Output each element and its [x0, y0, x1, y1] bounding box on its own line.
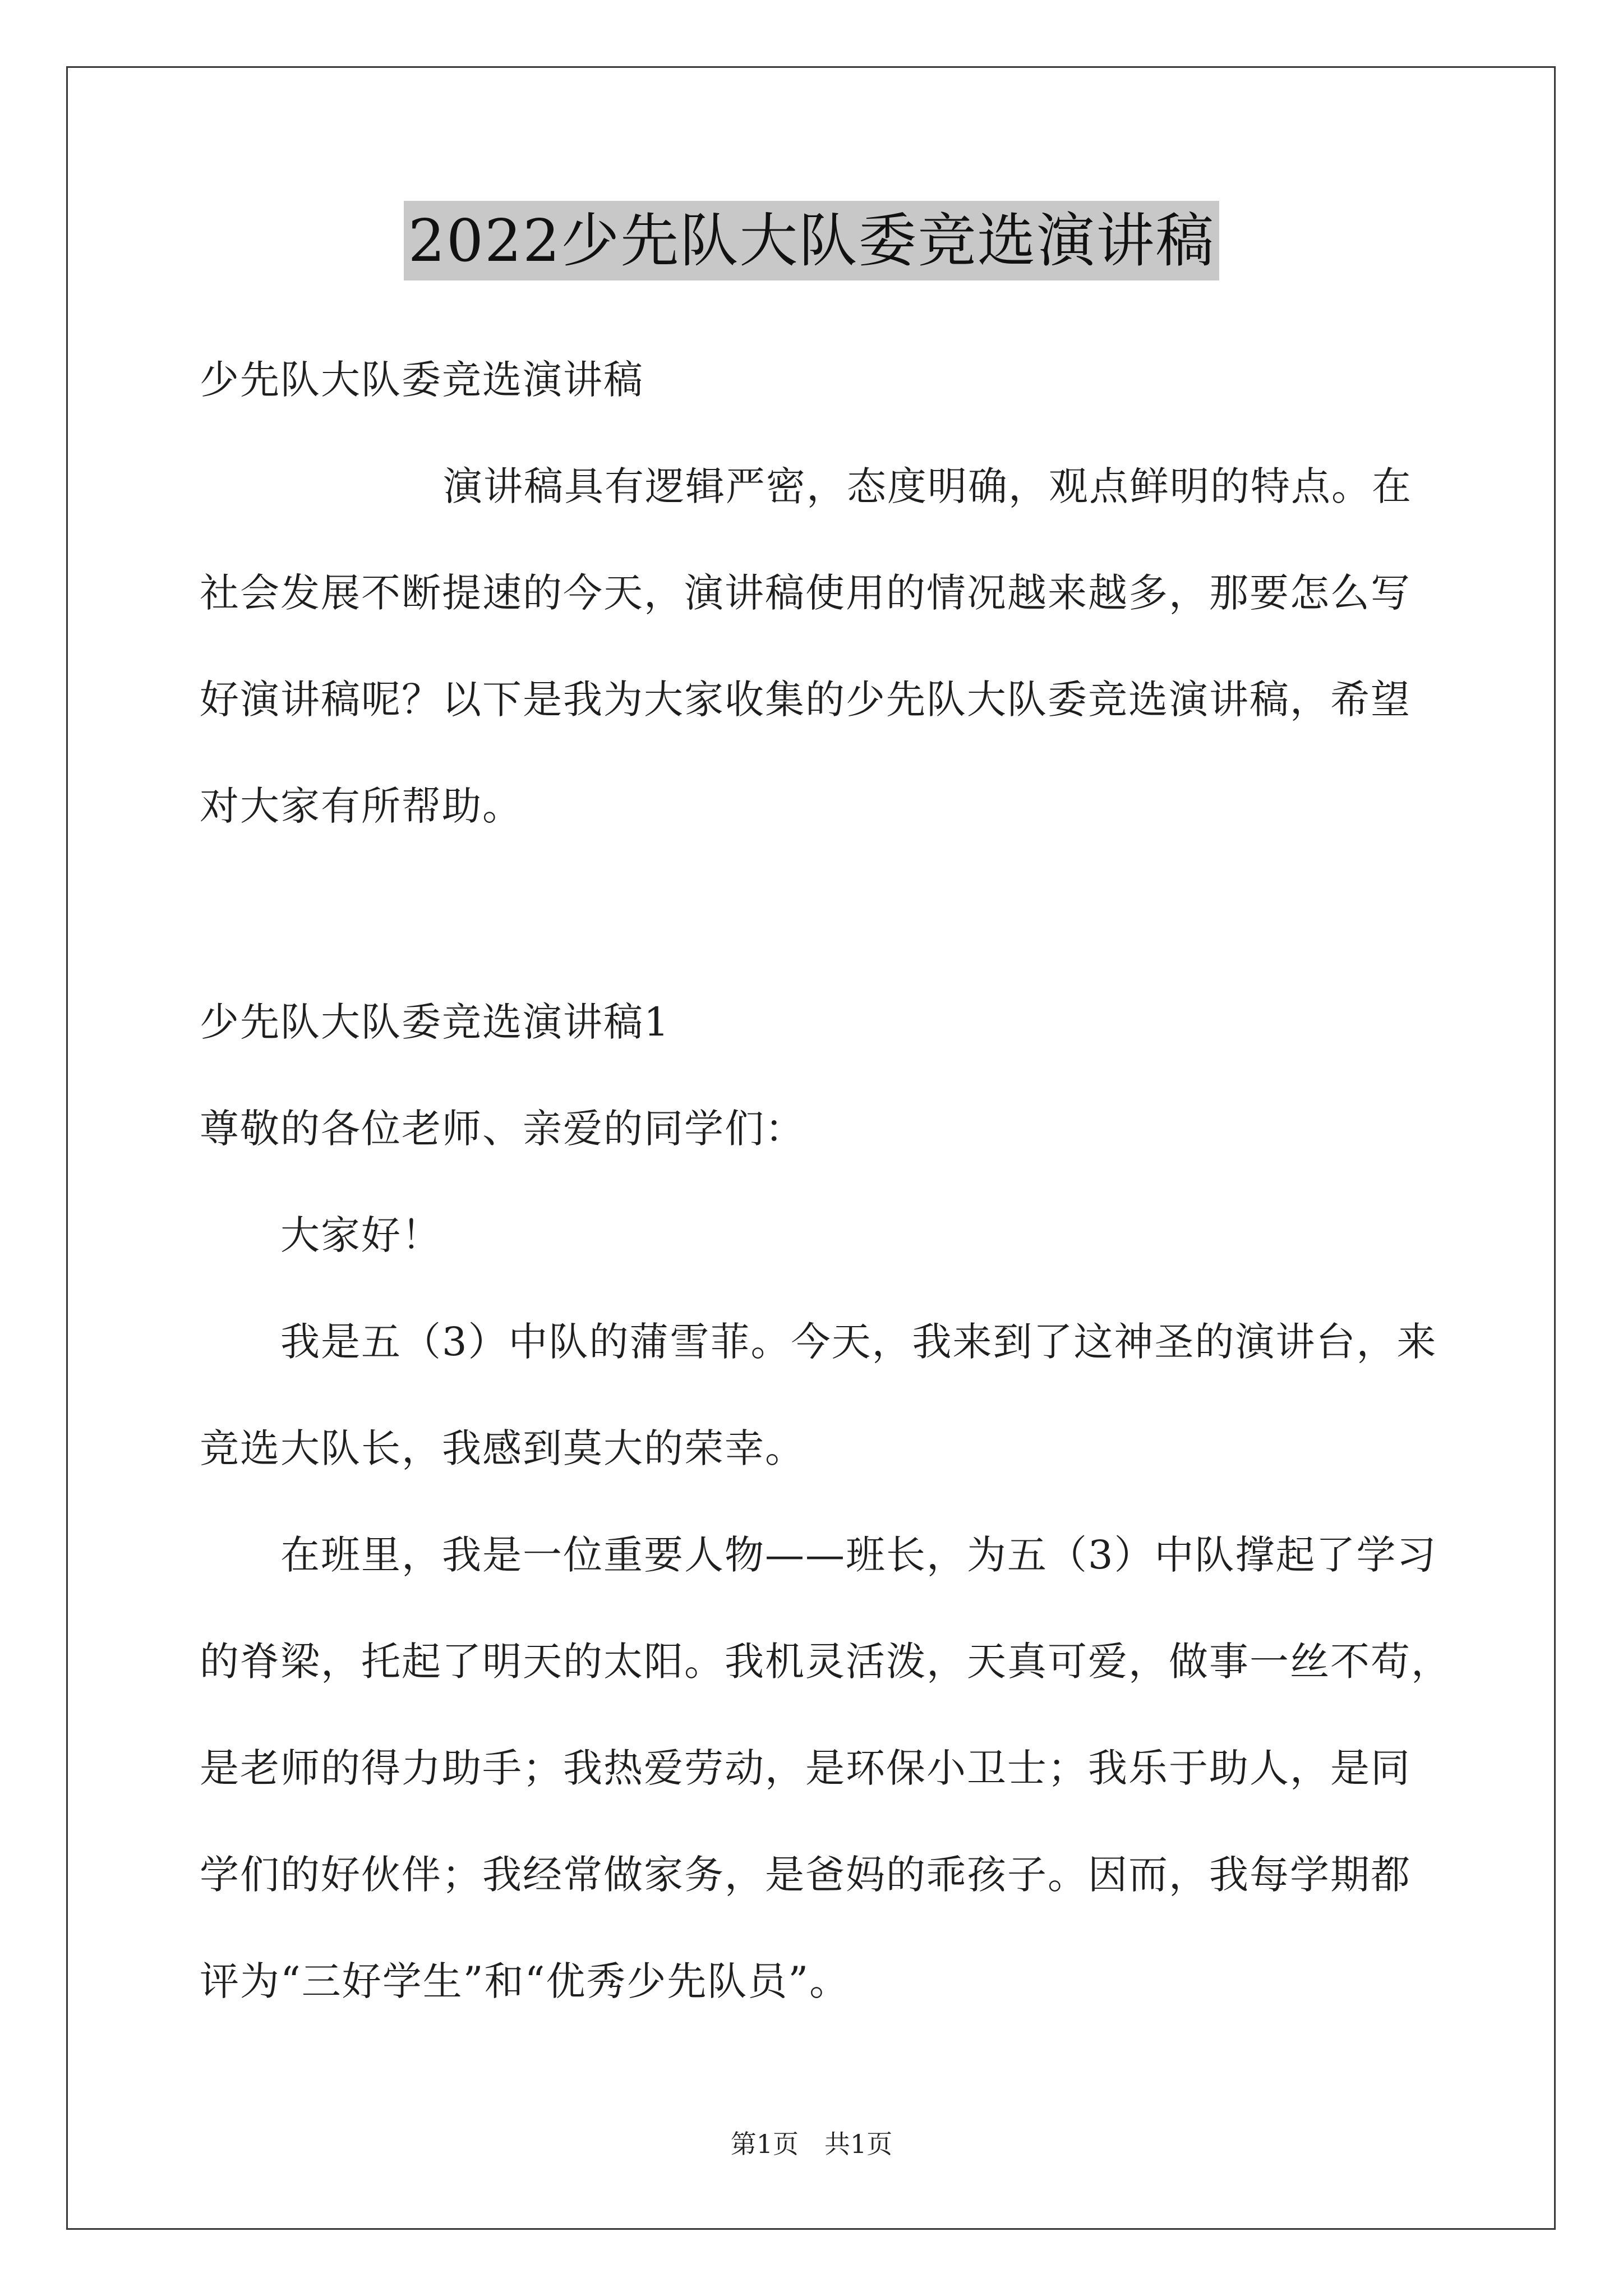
paragraph1-line-2: 竞选大队长，我感到莫大的荣幸。	[200, 1425, 805, 1471]
paragraph1-line-1: 我是五（3）中队的蒲雪菲。今天，我来到了这神圣的演讲台，来	[280, 1319, 1437, 1365]
paragraph2-line-3: 是老师的得力助手；我热爱劳动，是环保小卫士；我乐于助人，是同	[200, 1745, 1411, 1791]
paragraph2-line-4: 学们的好伙伴；我经常做家务，是爸妈的乖孩子。因而，我每学期都	[200, 1852, 1411, 1898]
title-container	[0, 201, 1623, 280]
section-heading: 少先队大队委竞选演讲稿1	[200, 999, 670, 1045]
page-footer	[0, 2127, 1623, 2161]
paragraph2-line-1: 在班里，我是一位重要人物——班长，为五（3）中队撑起了学习	[280, 1532, 1437, 1578]
intro-line-3: 好演讲稿呢？以下是我为大家收集的少先队大队委竞选演讲稿，希望	[200, 677, 1411, 723]
intro-line-1: 演讲稿具有逻辑严密，态度明确，观点鲜明的特点。在	[443, 463, 1412, 509]
salutation: 尊敬的各位老师、亲爱的同学们：	[200, 1106, 805, 1152]
document-subtitle: 少先队大队委竞选演讲稿	[200, 357, 644, 403]
paragraph2-line-5: 评为“三好学生”和“优秀少先队员”。	[200, 1958, 850, 2004]
paragraph2-line-2: 的脊梁，托起了明天的太阳。我机灵活泼，天真可爱，做事一丝不苟，	[200, 1639, 1451, 1685]
greeting: 大家好！	[280, 1212, 442, 1258]
page-number: 第1页	[730, 2129, 799, 2159]
page-total: 共1页	[824, 2129, 893, 2159]
intro-line-4: 对大家有所帮助。	[200, 783, 523, 829]
intro-line-2: 社会发展不断提速的今天，演讲稿使用的情况越来越多，那要怎么写	[200, 570, 1411, 616]
document-title: 2022少先队大队委竞选演讲稿	[404, 201, 1220, 280]
